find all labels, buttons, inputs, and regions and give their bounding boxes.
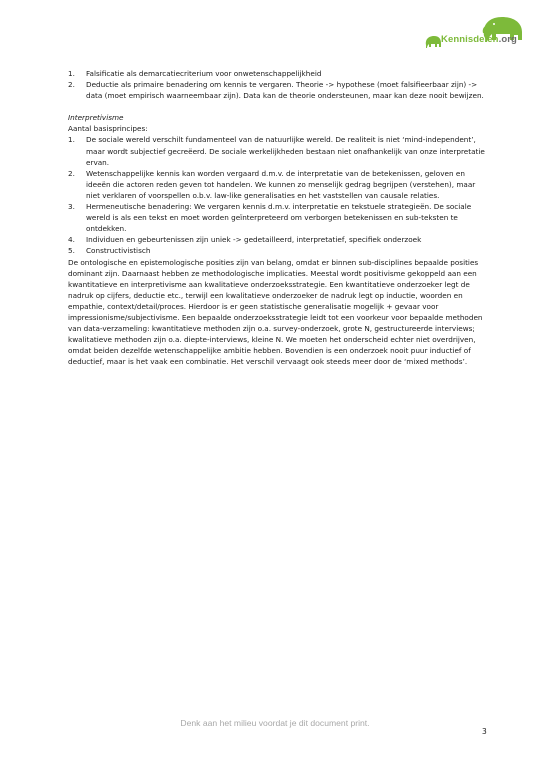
section-heading: Interpretivisme: [68, 113, 124, 123]
list-item: 5. Constructivistisch: [68, 246, 151, 256]
list-item: 1. De sociale wereld verschilt fundamenteel van de natuurlijke wereld. De realiteit is niet ‘mind-independent’, maar wordt subjectief gecreëerd. De sociale werkelijkheden bestaan niet onafhankelijk van onze interpretatie ervan.: [68, 135, 485, 167]
list-item: 4. Individuen en gebeurtenissen zijn uniek -> gedetailleerd, interpretatief, specifiek onderzoek: [68, 235, 422, 245]
kennisdelen-logo: [424, 14, 534, 54]
list-item: 2. Wetenschappelijke kennis kan worden vergaard d.m.v. de interpretatie van de betekenissen, geloven en ideeën die actoren reden geven tot handelen. We kunnen zo menselijk gedrag begrijpen (verstehen), maar niet verklaren of voorspellen o.b.v. law-like generalisaties en het vaststellen van causale relaties.: [68, 168, 476, 200]
list-item: 1. Falsificatie als demarcatiecriterium voor onwetenschappelijkheid: [68, 69, 322, 78]
footer-note: Denk aan het milieu voordat je dit document print.: [180, 718, 370, 728]
list-item: 2. Deductie als primaire benadering om kennis te vergaren. Theorie -> hypothese (moet falsifieerbaar zijn) -> data (moet empirisch waarneembaar zijn). Data kan de theorie ondersteunen, maar kan deze nooit bewijzen.: [68, 80, 484, 101]
section-intro: Aantal basisprincipes:: [68, 124, 148, 134]
falsification-list: [68, 68, 488, 101]
document-body: [68, 68, 488, 367]
principles-list: [68, 134, 488, 256]
body-paragraph: De ontologische en epistemologische posities zijn van belang, omdat er binnen sub-disciplines bepaalde posities dominant zijn. Daarnaast hebben ze methodologische implicaties. Meestal wordt positivisme gekoppeld aan een kwantitatieve en interpretivisme aan kwalitatieve onderzoeksstrategie. Een kwantitatieve onderzoeker legt de nadruk op cijfers, deductie etc., terwijl een kwalitatieve onderzoeker de nadruk legt op inductie, woorden en empathie, context/detail/proces. Hierdoor is er geen statistische generalisatie mogelijk + gevaar voor impressionisme/subjectivisme. Een bepaalde onderzoeksstrategie leidt tot een voorkeur voor bepaalde methoden van data-verzameling: kwantitatieve methoden zijn o.a. survey-onderzoek, grote N, gestructureerde interviews; kwalitatieve methoden zijn o.a. diepte-interviews, kleine N. We moeten het onderscheid echter niet overdrijven, omdat beiden dezelfde wetenschappelijke ambitie hebben. Bovendien is een onderzoek nooit puur inductief of deductief, maar is het vaak een combinatie. Het verschil vervaagt ook steeds meer door de ‘mixed methods’.: [68, 257, 483, 367]
logo-wordmark: Kennisdelen.org: [441, 34, 517, 45]
page-number: 3: [482, 727, 487, 736]
list-item: 3. Hermeneutische benadering: We vergaren kennis d.m.v. interpretatie en tekstuele strategieën. De sociale wereld is als een tekst en moet worden geïnterpreteerd om verborgen betekenissen en sub-teksten te ontdekken.: [68, 202, 472, 234]
